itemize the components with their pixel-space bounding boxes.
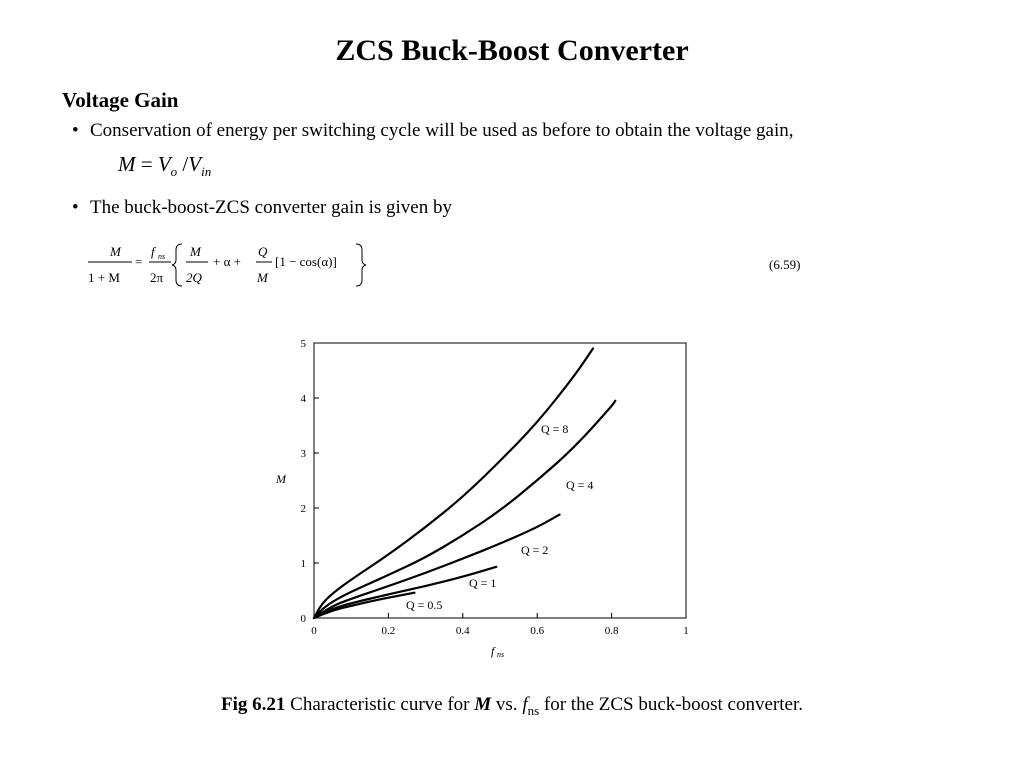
y-tick-label: 1 <box>300 558 306 570</box>
label-q1: Q = 1 <box>469 576 497 590</box>
curve-series-0 <box>314 349 593 619</box>
formula-two-q: 2Q <box>186 270 202 285</box>
caption-vs: vs. <box>495 694 518 715</box>
bullet-text: The buck-boost-ZCS converter gain is given by <box>90 197 452 218</box>
gain-formula <box>86 238 416 294</box>
bullet-dot-icon: • <box>72 120 79 141</box>
formula-two-pi: 2π <box>150 270 164 285</box>
x-axis-label <box>491 644 504 659</box>
curve-series-1 <box>314 401 615 618</box>
formula-q: Q <box>258 244 268 259</box>
bullet-energy-conservation <box>72 120 794 142</box>
y-axis <box>301 338 320 625</box>
eq-equals: = <box>140 152 153 176</box>
x-tick-label: 1 <box>683 625 689 637</box>
caption-text-2: for the ZCS buck-boost converter. <box>543 694 803 715</box>
formula-m-top: M <box>110 244 121 259</box>
right-brace-icon <box>356 244 366 286</box>
formula-plus-alpha: + α + <box>213 254 241 269</box>
label-q05: Q = 0.5 <box>406 598 443 612</box>
formula-ns: ns <box>158 252 166 261</box>
y-tick-label: 2 <box>300 503 306 515</box>
label-q8: Q = 8 <box>541 422 569 436</box>
y-tick-label: 4 <box>300 393 306 405</box>
figure-caption <box>0 694 1024 719</box>
eq-v: V <box>157 152 171 176</box>
x-axis-label-sub: ns <box>497 650 505 659</box>
formula-bracket: [1 − cos(α)] <box>275 254 337 269</box>
eq-slash: / <box>182 152 189 176</box>
y-axis-label: M <box>276 472 286 486</box>
page-title: ZCS Buck-Boost Converter <box>335 34 689 67</box>
label-q4: Q = 4 <box>566 478 594 492</box>
x-tick-label: 0.8 <box>604 625 619 637</box>
caption-fig-number: Fig 6.21 <box>221 694 286 715</box>
formula-one-plus-m: 1 + M <box>88 270 120 285</box>
m-vs-fns-chart <box>270 330 700 665</box>
eq-sub-in: in <box>201 164 212 180</box>
left-brace-icon <box>172 244 182 286</box>
caption-text-1: Characteristic curve for <box>290 694 470 715</box>
gain-equation <box>118 152 211 180</box>
eq-v2: V <box>188 152 202 176</box>
eq-sub-o: o <box>170 164 178 180</box>
x-axis <box>311 613 689 637</box>
equation-number: (6.59) <box>769 257 801 272</box>
x-tick-label: 0.4 <box>455 625 470 637</box>
caption-ns: ns <box>527 702 540 718</box>
x-axis-label-f: f <box>491 644 495 658</box>
formula-m2: M <box>190 244 201 259</box>
eq-m: M <box>118 152 136 176</box>
formula-f: f <box>151 244 155 259</box>
bullet-dot-icon: • <box>72 197 79 218</box>
section-subtitle: Voltage Gain <box>62 88 179 112</box>
bullet-text: Conservation of energy per switching cycle will be used as before to obtain the voltage gain, <box>90 120 794 141</box>
formula-m3: M <box>257 270 268 285</box>
label-q2: Q = 2 <box>521 543 549 557</box>
caption-m: M <box>474 694 492 715</box>
x-tick-label: 0.2 <box>381 625 396 637</box>
caption-f: f <box>522 694 528 715</box>
y-tick-label: 5 <box>300 338 306 350</box>
y-tick-label: 0 <box>300 613 306 625</box>
x-tick-label: 0.6 <box>530 625 545 637</box>
y-tick-label: 3 <box>300 448 306 460</box>
bullet-gain-given <box>72 197 452 219</box>
x-tick-label: 0 <box>311 625 317 637</box>
formula-equals: = <box>135 254 143 269</box>
plot-frame <box>314 343 686 618</box>
